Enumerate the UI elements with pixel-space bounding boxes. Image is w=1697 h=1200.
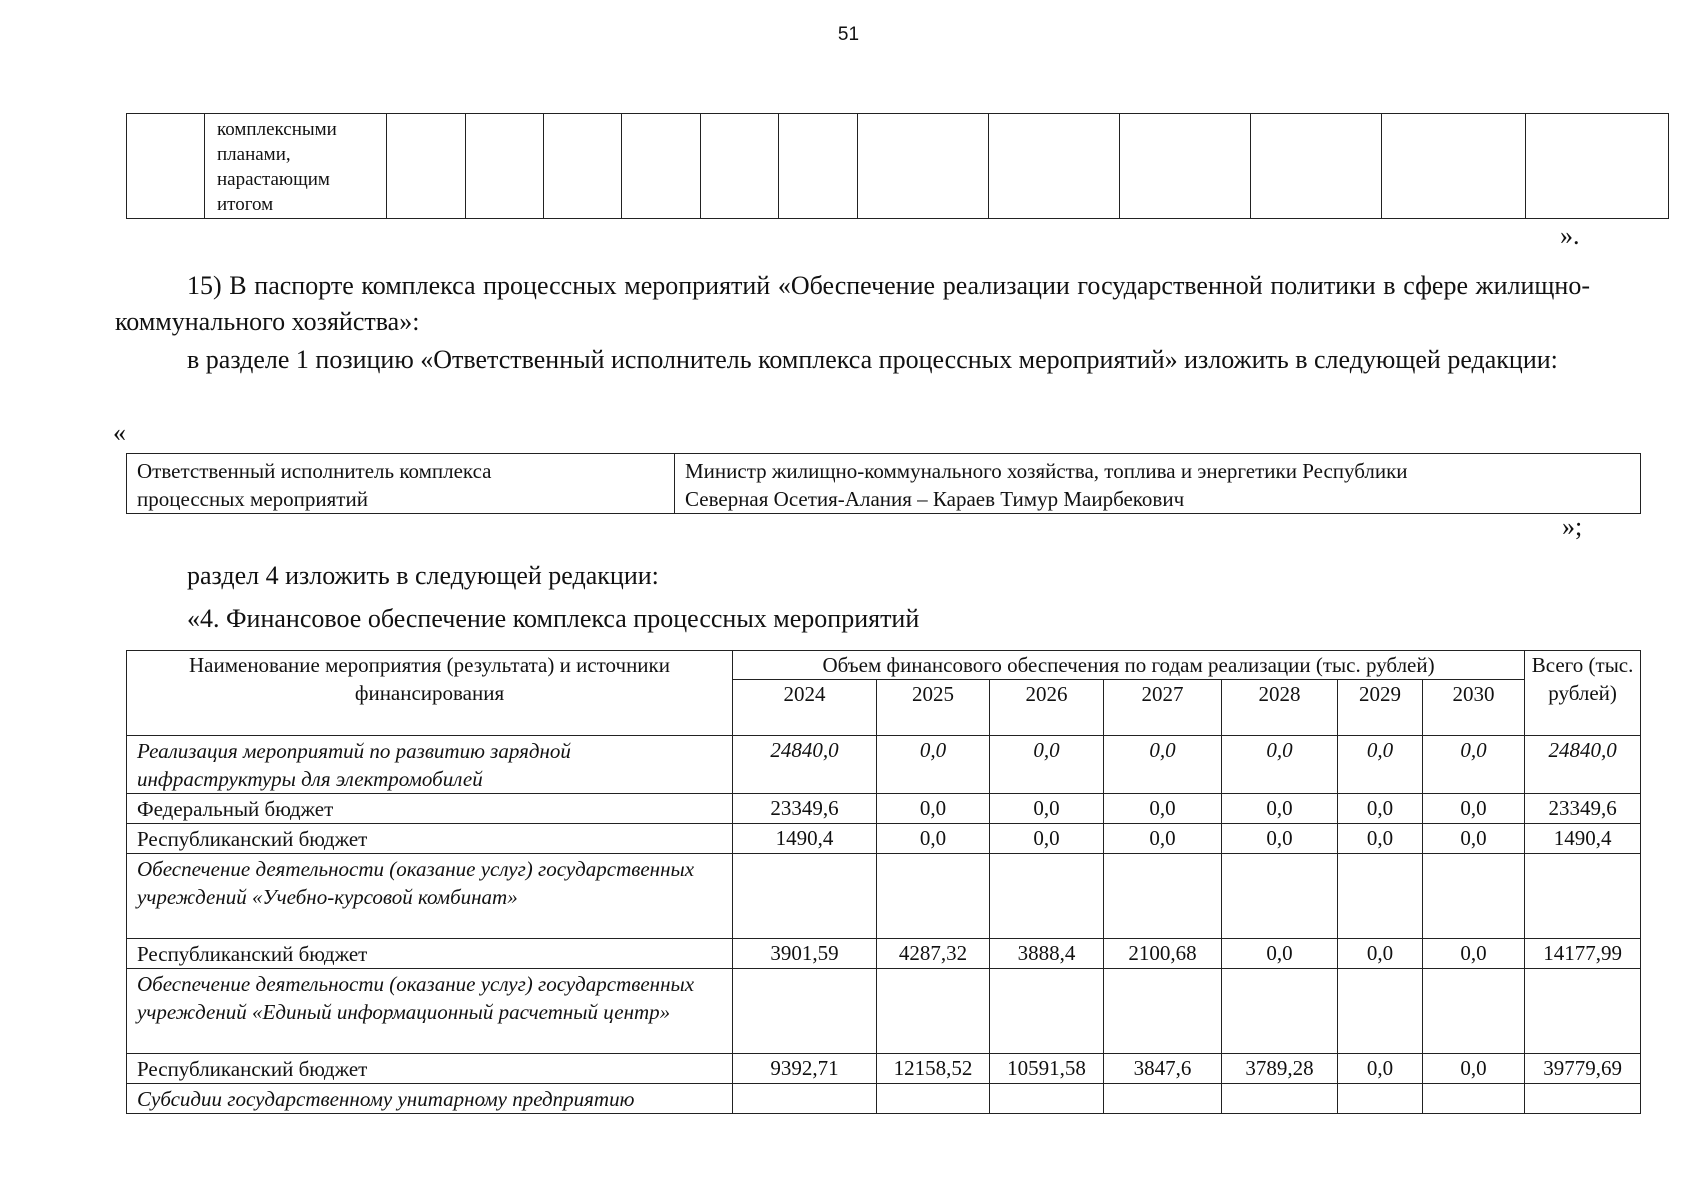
cell-value: [990, 1084, 1104, 1114]
cell-value: 4287,32: [877, 939, 990, 969]
closing-quote-2: »;: [1562, 512, 1583, 541]
row-label: Республиканский бюджет: [127, 824, 733, 854]
open-quote: «: [113, 418, 126, 447]
cell-value: 0,0: [1423, 939, 1525, 969]
cell-value: [990, 969, 1104, 1054]
cell-value: 0,0: [1338, 736, 1423, 794]
closing-quote-1: ».: [1560, 221, 1580, 250]
continued-row-label: комплексными планами, нарастающим итогом: [205, 114, 387, 219]
row-label: Субсидии государственному унитарному предприятию: [127, 1084, 733, 1114]
row-label: Реализация мероприятий по развитию зарядной инфраструктуры для электромобилей: [127, 736, 733, 794]
cell-value: [1338, 969, 1423, 1054]
paragraph-section-1: в разделе 1 позицию «Ответственный исполнитель комплекса процессных мероприятий» изложить в следующей редакции:: [187, 345, 1558, 374]
header-name: Наименование мероприятия (результата) и источники финансирования: [127, 651, 733, 736]
cell-value: 0,0: [1222, 794, 1338, 824]
row-label: Федеральный бюджет: [127, 794, 733, 824]
responsible-label: Ответственный исполнитель комплекса процессных мероприятий: [127, 454, 675, 514]
table-row: [127, 824, 1641, 854]
cell-value: 12158,52: [877, 1054, 990, 1084]
cell-value: 0,0: [1222, 939, 1338, 969]
header-volume: Объем финансового обеспечения по годам реализации (тыс. рублей): [733, 651, 1525, 680]
responsible-executor-table: [126, 453, 1641, 514]
cell-value: 0,0: [877, 736, 990, 794]
table-row: [127, 1084, 1641, 1114]
table-row: [127, 854, 1641, 939]
section-4-heading: «4. Финансовое обеспечение комплекса процессных мероприятий: [187, 604, 920, 633]
table-row: [127, 939, 1641, 969]
header-total: Всего (тыс. рублей): [1525, 651, 1641, 736]
cell-value: 0,0: [990, 736, 1104, 794]
cell-value: [877, 854, 990, 939]
table-row: [127, 1054, 1641, 1084]
continued-table-row: [127, 114, 1669, 219]
cell-value: 0,0: [1423, 794, 1525, 824]
cell-value: [877, 1084, 990, 1114]
cell-value: 0,0: [1338, 824, 1423, 854]
cell-value: 10591,58: [990, 1054, 1104, 1084]
cell-value: [1222, 969, 1338, 1054]
cell-total: 14177,99: [1525, 939, 1641, 969]
finance-header-row-1: [127, 651, 1641, 680]
cell-total: [1525, 1084, 1641, 1114]
table-row: [127, 794, 1641, 824]
cell-value: 3847,6: [1104, 1054, 1222, 1084]
cell-value: 0,0: [1338, 1054, 1423, 1084]
cell-value: [1423, 969, 1525, 1054]
cell-value: [990, 854, 1104, 939]
year-header: 2028: [1222, 680, 1338, 736]
responsible-value: Министр жилищно-коммунального хозяйства, топлива и энергетики Республики Северная Осетия-Алания – Караев Тимур Маирбекович: [675, 454, 1641, 514]
cell-value: 1490,4: [733, 824, 877, 854]
cell-value: 0,0: [1222, 736, 1338, 794]
cell-value: [1338, 854, 1423, 939]
cell-value: 0,0: [1423, 1054, 1525, 1084]
cell-value: 0,0: [1338, 794, 1423, 824]
cell-total: 23349,6: [1525, 794, 1641, 824]
cell-value: [733, 1084, 877, 1114]
cell-value: 24840,0: [733, 736, 877, 794]
year-header: 2030: [1423, 680, 1525, 736]
row-label: Республиканский бюджет: [127, 1054, 733, 1084]
cell-value: 23349,6: [733, 794, 877, 824]
cell-value: 0,0: [1104, 824, 1222, 854]
paragraph-item-15: 15) В паспорте комплекса процессных мероприятий «Обеспечение реализации государственной политики в сфере жилищно-коммунального хозяйства»:: [115, 271, 1590, 336]
continued-table: [126, 113, 1669, 219]
cell-value: [1104, 969, 1222, 1054]
cell-value: 3888,4: [990, 939, 1104, 969]
cell-value: 9392,71: [733, 1054, 877, 1084]
year-header: 2025: [877, 680, 990, 736]
row-label: Обеспечение деятельности (оказание услуг) государственных учреждений «Единый информационный расчетный центр»: [127, 969, 733, 1054]
cell-value: 0,0: [990, 794, 1104, 824]
cell-value: [1222, 1084, 1338, 1114]
cell-value: [733, 969, 877, 1054]
cell-value: 0,0: [1423, 736, 1525, 794]
cell-total: [1525, 854, 1641, 939]
cell-value: 0,0: [1104, 736, 1222, 794]
cell-value: 0,0: [877, 794, 990, 824]
row-label: Обеспечение деятельности (оказание услуг) государственных учреждений «Учебно-курсовой комбинат»: [127, 854, 733, 939]
year-header: 2026: [990, 680, 1104, 736]
cell-value: 2100,68: [1104, 939, 1222, 969]
year-header: 2027: [1104, 680, 1222, 736]
cell-value: 0,0: [1338, 939, 1423, 969]
cell-value: 0,0: [1423, 824, 1525, 854]
cell-value: [877, 969, 990, 1054]
paragraph-section-4: раздел 4 изложить в следующей редакции:: [187, 561, 659, 590]
cell-value: [1104, 1084, 1222, 1114]
page-number: 51: [837, 24, 860, 45]
cell-value: 3789,28: [1222, 1054, 1338, 1084]
cell-value: 0,0: [1222, 824, 1338, 854]
cell-value: 0,0: [1104, 794, 1222, 824]
row-label: Республиканский бюджет: [127, 939, 733, 969]
cell-total: 1490,4: [1525, 824, 1641, 854]
cell-value: 0,0: [877, 824, 990, 854]
cell-value: 3901,59: [733, 939, 877, 969]
cell-value: [1222, 854, 1338, 939]
responsible-row: [127, 454, 1641, 514]
cell-value: [1423, 1084, 1525, 1114]
year-header: 2029: [1338, 680, 1423, 736]
cell-value: [1423, 854, 1525, 939]
cell-total: 39779,69: [1525, 1054, 1641, 1084]
cell-value: [1104, 854, 1222, 939]
cell-value: [1338, 1084, 1423, 1114]
cell-total: 24840,0: [1525, 736, 1641, 794]
year-header: 2024: [733, 680, 877, 736]
finance-table: [126, 650, 1641, 1114]
cell-value: 0,0: [990, 824, 1104, 854]
cell-total: [1525, 969, 1641, 1054]
cell-value: [733, 854, 877, 939]
table-row: [127, 969, 1641, 1054]
table-row: [127, 736, 1641, 794]
